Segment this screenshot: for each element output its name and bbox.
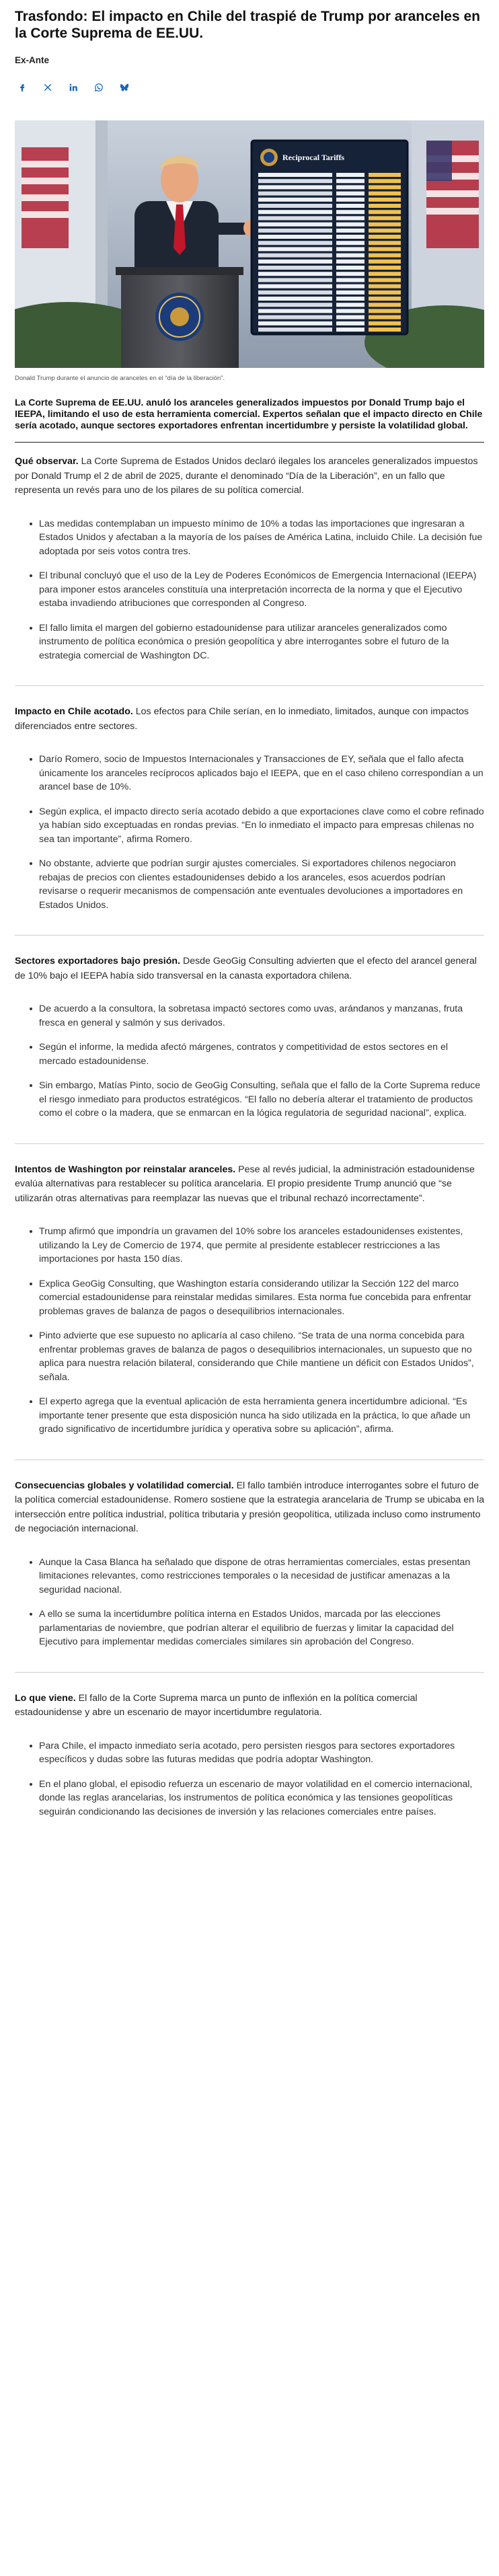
board-row-charged <box>336 223 364 227</box>
section-divider <box>15 1143 484 1144</box>
board-row-charged <box>336 247 364 251</box>
board-row-country <box>258 198 332 202</box>
bluesky-icon[interactable] <box>118 81 130 93</box>
board-row-reciprocal <box>369 297 401 301</box>
board-row-reciprocal <box>369 303 401 307</box>
board-row-charged <box>336 297 364 301</box>
board-row-charged <box>336 179 364 183</box>
board-row-reciprocal <box>369 179 401 183</box>
section-divider <box>15 935 484 936</box>
board-row-reciprocal <box>369 241 401 245</box>
board-row-reciprocal <box>369 210 401 214</box>
board-row-reciprocal <box>369 235 401 239</box>
section-paragraph <box>15 705 484 734</box>
section-heading: Intentos de Washington por reinstalar aranceles. <box>15 1164 236 1175</box>
section-bullets <box>15 753 484 912</box>
bullet-item: No obstante, advierte que podrían surgir ajustes comerciales. Si exportadores chilenos negociaron rebajas de precios con clientes estadounidenses debido a los aranceles, esos acuerdos podrían revisarse o requerir mecanismos de compensación ante eventuales devoluciones a importadores en Estados Unidos. <box>30 857 484 912</box>
section-divider <box>15 685 484 686</box>
board-row-charged <box>336 198 364 202</box>
board-row-charged <box>336 235 364 239</box>
board-row-country <box>258 266 332 270</box>
bullet-item: Las medidas contemplaban un impuesto mínimo de 10% a todas las importaciones que ingresaran a Estados Unidos y afectaban a la mayoría de los países de América Latina, incluido Chile. La decisión fue adoptada por seis votos contra tres. <box>30 517 484 559</box>
section-text: El fallo de la Corte Suprema marca un punto de inflexión en la política comercial estadounidense y abre un escenario de mayor incertidumbre regulatoria. <box>15 1692 418 1718</box>
byline: Ex-Ante <box>15 55 50 65</box>
section-bullets <box>15 1739 484 1819</box>
board-row-country <box>258 272 332 276</box>
bullet-item: Explica GeoGig Consulting, que Washington estaría considerando utilizar la Sección 122 del marco comercial estadounidense para reinstalar medidas similares. Esta norma fue concebida para enfrentar problemas graves de balanza de pagos o desequilibrios internacionales. <box>30 1277 484 1319</box>
board-row-country <box>258 229 332 233</box>
article-title: Trasfondo: El impacto en Chile del traspié de Trump por aranceles en la Corte Suprema de EE.UU. <box>15 9 481 41</box>
board-row-reciprocal <box>369 278 401 282</box>
board-row-reciprocal <box>369 216 401 220</box>
hero-photo <box>15 120 484 368</box>
board-row-reciprocal <box>369 223 401 227</box>
board-row-country <box>258 241 332 245</box>
bullet-item: En el plano global, el episodio refuerza un escenario de mayor volatilidad en el comercio internacional, donde las reglas arancelarias, los instrumentos de política económica y las tensiones geopolíticas seguirán condicionando las decisiones de inversión y las relaciones comerciales entre países. <box>30 1778 484 1819</box>
board-row-country <box>258 315 332 319</box>
board-row-country <box>258 291 332 295</box>
section-heading: Impacto en Chile acotado. <box>15 706 133 717</box>
x-icon[interactable] <box>42 81 54 93</box>
board-row-charged <box>336 173 364 177</box>
board-row-country <box>258 204 332 208</box>
board-row-country <box>258 285 332 289</box>
hero-image <box>15 120 484 368</box>
board-row-charged <box>336 192 364 196</box>
board-row-reciprocal <box>369 321 401 326</box>
section-bullets <box>15 1002 484 1121</box>
board-row-charged <box>336 291 364 295</box>
board-row-country <box>258 216 332 220</box>
board-row-charged <box>336 260 364 264</box>
bullet-item: El tribunal concluyó que el uso de la Ley de Poderes Económicos de Emergencia Internacional (IEEPA) para imponer estos aranceles constituía una interpretación incorrecta de la norma y que el Ejecutivo estaba invadiendo atribuciones que corresponden al Congreso. <box>30 569 484 611</box>
bullet-item: Sin embargo, Matías Pinto, socio de GeoGig Consulting, señala que el fallo de la Corte Suprema reduce el riesgo inmediato para productos estratégicos. “El fallo no debería alterar el tratamiento de productos como el cobre o la madera, que se enmarcan en la lógica regulatoria de seguridad nacional”, explica. <box>30 1079 484 1121</box>
board-row-charged <box>336 229 364 233</box>
bullet-item: Trump afirmó que impondría un gravamen del 10% sobre los aranceles estadounidenses existentes, utilizando la Ley de Comercio de 1974, que permite al presidente establecer restricciones a las importaciones por hasta 150 días. <box>30 1225 484 1266</box>
board-row-country <box>258 260 332 264</box>
board-row-reciprocal <box>369 198 401 202</box>
board-row-country <box>258 309 332 313</box>
section-text: Desde GeoGig Consulting advierten que el efecto del arancel general de 10% bajo el IEEPA había sido transversal en la canasta exportadora chilena. <box>15 956 477 981</box>
section-bullets <box>15 1556 484 1649</box>
bullet-item: Según explica, el impacto directo sería acotado debido a que exportaciones clave como el cobre refinado ya habían sido exceptuadas en rondas previas. “En lo inmediato el impacto para empresas chilenas no sea tan importante”, afirma Romero. <box>30 805 484 847</box>
board-row-country <box>258 173 332 177</box>
board-row-reciprocal <box>369 291 401 295</box>
board-row-reciprocal <box>369 309 401 313</box>
bullet-item: Darío Romero, socio de Impuestos Internacionales y Transacciones de EY, señala que el fallo afecta únicamente los aranceles recíprocos aplicados bajo el IEEPA, que en el caso chileno correspondían a un arancel base de 10%. <box>30 753 484 794</box>
board-row-charged <box>336 321 364 326</box>
board-row-country <box>258 223 332 227</box>
board-row-country <box>258 278 332 282</box>
board-row-charged <box>336 272 364 276</box>
section-heading: Sectores exportadores bajo presión. <box>15 956 180 967</box>
board-row-reciprocal <box>369 173 401 177</box>
board-row-reciprocal <box>369 229 401 233</box>
linkedin-icon[interactable] <box>67 81 79 93</box>
facebook-icon[interactable] <box>16 81 28 93</box>
board-row-charged <box>336 309 364 313</box>
board-row-country <box>258 321 332 326</box>
board-row-reciprocal <box>369 285 401 289</box>
board-row-country <box>258 254 332 258</box>
board-title: Reciprocal Tariffs <box>282 153 345 162</box>
board-row-charged <box>336 266 364 270</box>
board-row-reciprocal <box>369 247 401 251</box>
section-paragraph <box>15 1479 484 1537</box>
board-row-reciprocal <box>369 328 401 332</box>
board-row-country <box>258 185 332 189</box>
board-row-charged <box>336 216 364 220</box>
board-row-reciprocal <box>369 192 401 196</box>
bullet-item: A ello se suma la incertidumbre política interna en Estados Unidos, marcada por las elecciones parlamentarias de noviembre, que podrían alterar el equilibrio de fuerzas y limitar la capacidad del Ejecutivo para implementar medidas comerciales similares sin aprobación del Congreso. <box>30 1607 484 1649</box>
bullet-item: De acuerdo a la consultora, la sobretasa impactó sectores como uvas, arándanos y manzanas, fruta fresca en general y salmón y sus derivados. <box>30 1002 484 1030</box>
whatsapp-icon[interactable] <box>93 81 105 93</box>
flag-left <box>22 147 69 248</box>
section-text: La Corte Suprema de Estados Unidos declaró ilegales los aranceles generalizados impuestos por Donald Trump el 2 de abril de 2025, durante el denominado “Día de la Liberación”, en un fallo que representa un revés para uno de los pilares de su política comercial. <box>15 456 478 496</box>
section-paragraph <box>15 455 484 498</box>
board-row-charged <box>336 185 364 189</box>
board-row-country <box>258 235 332 239</box>
section-bullets <box>15 517 484 663</box>
section-text: Los efectos para Chile serían, en lo inmediato, limitados, aunque con impactos diferenciados entre sectores. <box>15 706 469 732</box>
board-row-reciprocal <box>369 315 401 319</box>
tariff-board <box>252 141 408 334</box>
board-row-country <box>258 192 332 196</box>
section-paragraph <box>15 1692 484 1720</box>
podium <box>116 267 243 368</box>
section-divider <box>15 1672 484 1673</box>
board-row-charged <box>336 328 364 332</box>
section-heading: Lo que viene. <box>15 1692 76 1704</box>
board-row-charged <box>336 241 364 245</box>
bullet-item: Para Chile, el impacto inmediato sería acotado, pero persisten riesgos para sectores exportadores específicos y dudas sobre las futuras medidas que podría adoptar Washington. <box>30 1739 484 1767</box>
article-body <box>15 455 484 1819</box>
bullet-item: El fallo limita el margen del gobierno estadounidense para utilizar aranceles generalizados como instrumento de política económica o presión geopolítica y abre interrogantes sobre el futuro de la estrategia comercial de Washington DC. <box>30 621 484 663</box>
board-row-country <box>258 303 332 307</box>
board-row-charged <box>336 204 364 208</box>
board-row-charged <box>336 278 364 282</box>
section-paragraph <box>15 954 484 983</box>
flag-right <box>426 141 479 248</box>
section-paragraph <box>15 1163 484 1207</box>
bullet-item: Aunque la Casa Blanca ha señalado que dispone de otras herramientas comerciales, estas presentan limitaciones relevantes, como restricciones temporales o la necesidad de justificar amenazas a la seguridad nacional. <box>30 1556 484 1597</box>
board-row-reciprocal <box>369 272 401 276</box>
board-row-charged <box>336 285 364 289</box>
board-row-reciprocal <box>369 266 401 270</box>
photo-caption: Donald Trump durante el anuncio de aranceles en el “día de la liberación”. <box>15 375 225 382</box>
board-row-reciprocal <box>369 254 401 258</box>
board-row-reciprocal <box>369 185 401 189</box>
board-row-charged <box>336 210 364 214</box>
article-lede: La Corte Suprema de EE.UU. anuló los aranceles generalizados impuestos por Donald Trump bajo el IEEPA, limitando el uso de esta herramienta comercial. Expertos señalan que el impacto directo en Chile sería acotado, aunque sectores exportadores enfrentan incertidumbre y persiste la volatilidad global. <box>15 397 484 443</box>
board-row-country <box>258 210 332 214</box>
section-heading: Qué observar. <box>15 456 79 467</box>
board-row-country <box>258 328 332 332</box>
board-row-charged <box>336 315 364 319</box>
board-row-country <box>258 179 332 183</box>
section-bullets <box>15 1225 484 1437</box>
board-row-reciprocal <box>369 204 401 208</box>
section-heading: Consecuencias globales y volatilidad comercial. <box>15 1480 234 1491</box>
bullet-item: El experto agrega que la eventual aplicación de esta herramienta genera incertidumbre adicional. “Es importante tener presente que esta disposición nunca ha sido utilizada en la práctica, lo que añade un grado significativo de incertidumbre jurídica y operativa sobre su aplicación”, afirma. <box>30 1395 484 1437</box>
section-text: Pese al revés judicial, la administración estadounidense evalúa alternativas para restablecer su política arancelaria. El propio presidente Trump anunció que “se utilizarán otras alternativas para reemplazar las nuevas que el tribunal rechazó incorrectamente”. <box>15 1164 475 1204</box>
board-row-country <box>258 297 332 301</box>
bullet-item: Según el informe, la medida afectó márgenes, contratos y competitividad de estos sectores en el mercado estadounidense. <box>30 1040 484 1068</box>
board-row-country <box>258 247 332 251</box>
share-bar <box>15 81 484 93</box>
board-row-charged <box>336 303 364 307</box>
board-row-reciprocal <box>369 260 401 264</box>
section-text: El fallo también introduce interrogantes sobre el futuro de la política comercial estadounidense. Romero sostiene que la estrategia arancelaria de Trump se ubicaba en la intersección entre política industrial, política tributaria y presión geopolítica, utilizada incluso como instrumento de negociación internacional. <box>15 1480 484 1534</box>
board-row-charged <box>336 254 364 258</box>
bullet-item: Pinto advierte que ese supuesto no aplicaría al caso chileno. “Se trata de una norma concebida para enfrentar problemas graves de balanza de pagos o desequilibrios internacionales, un supuesto que no aplica para nuestra relación bilateral, considerando que Chile mantiene un déficit con Estados Unidos”, señala. <box>30 1329 484 1384</box>
